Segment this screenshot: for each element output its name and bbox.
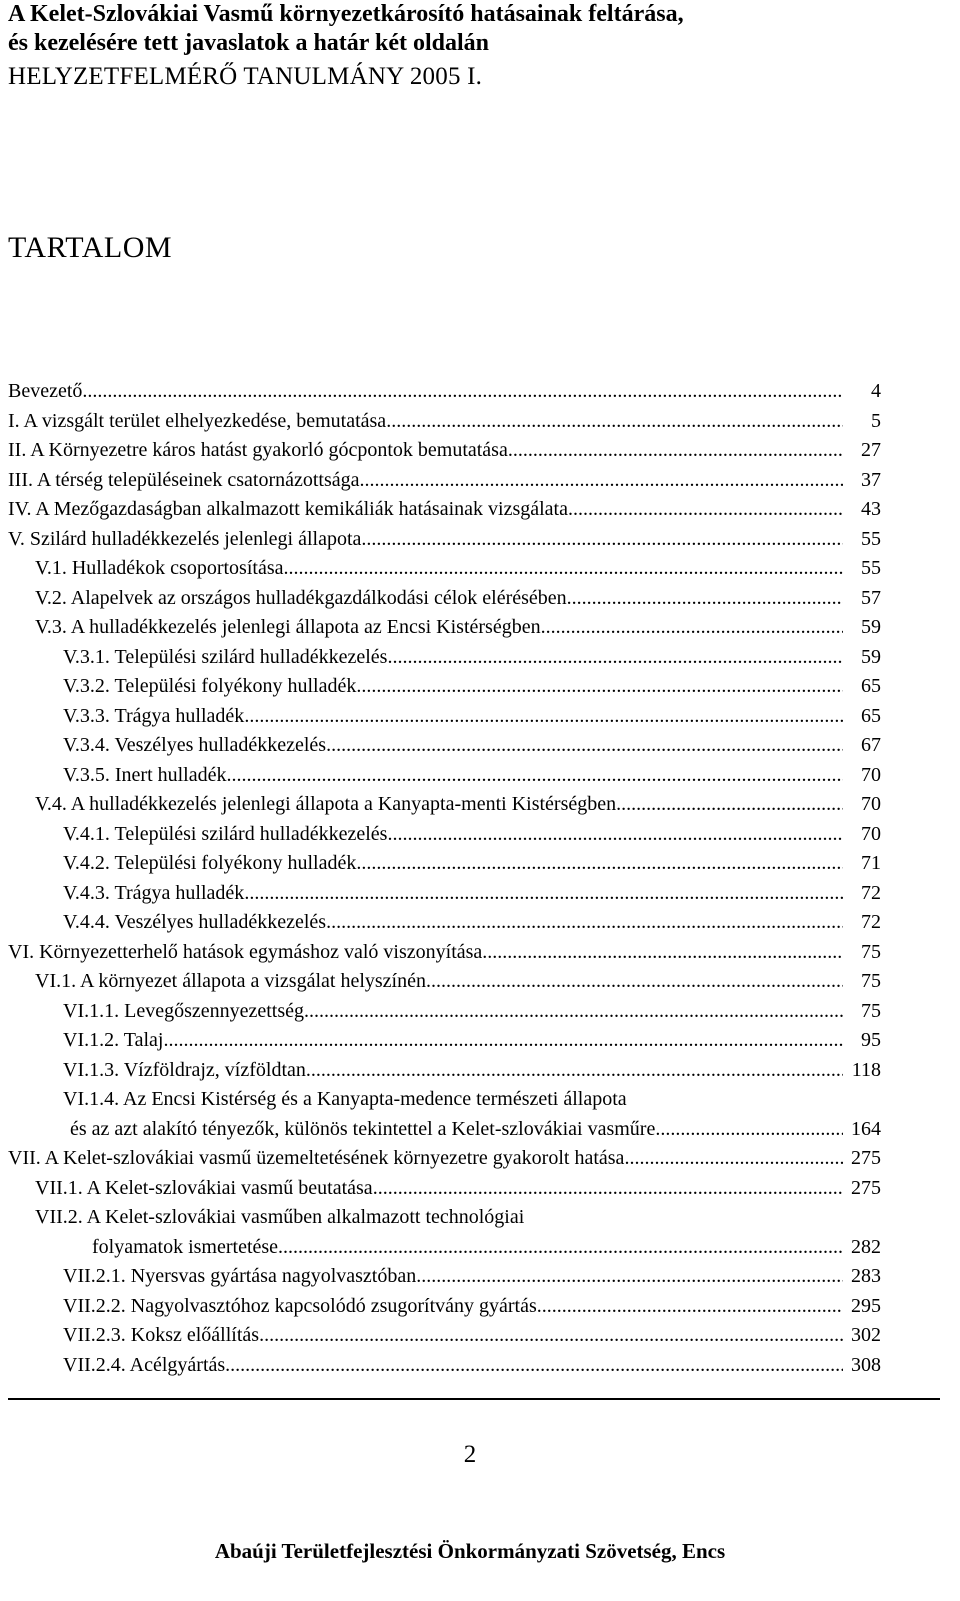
- toc-entry[interactable]: [8, 495, 881, 525]
- table-of-contents: [8, 377, 881, 1380]
- toc-entry[interactable]: [8, 643, 881, 673]
- toc-dot-leader: [387, 643, 843, 673]
- toc-dot-leader: [278, 1233, 843, 1263]
- toc-entry-page: 75: [861, 940, 881, 963]
- title-line-2: és kezelésére tett javaslatok a határ két oldalán: [8, 30, 490, 56]
- toc-dot-leader: [306, 1056, 843, 1086]
- toc-entry-page: 5: [871, 409, 881, 432]
- toc-dot-leader: [537, 1292, 843, 1322]
- document-subtitle: HELYZETFELMÉRŐ TANULMÁNY 2005 I.: [8, 63, 483, 90]
- toc-entry-label: VII.2.2. Nagyolvasztóhoz kapcsolódó zsugorítvány gyártás: [63, 1294, 537, 1317]
- toc-entry-page: 308: [851, 1353, 881, 1376]
- toc-entry[interactable]: [8, 908, 881, 938]
- toc-entry[interactable]: [8, 613, 881, 643]
- toc-entry[interactable]: [8, 1085, 881, 1115]
- toc-entry-page: 282: [851, 1235, 881, 1258]
- toc-entry-page: 75: [861, 999, 881, 1022]
- toc-entry-page: 4: [871, 380, 881, 402]
- toc-entry[interactable]: [8, 554, 881, 584]
- toc-entry-page: 164: [851, 1117, 881, 1140]
- toc-dot-leader: [416, 1262, 843, 1292]
- toc-entry[interactable]: [8, 466, 881, 496]
- toc-entry-page: 302: [851, 1324, 881, 1346]
- toc-dot-leader: [567, 584, 843, 614]
- toc-dot-leader: [426, 967, 843, 997]
- toc-entry[interactable]: [8, 525, 881, 555]
- toc-entry-page: 67: [861, 734, 881, 756]
- toc-entry-label: VII.1. A Kelet-szlovákiai vasmű beutatása: [35, 1176, 373, 1199]
- toc-entry-label: V.3.5. Inert hulladék: [63, 763, 227, 786]
- toc-entry-label: V.2. Alapelvek az országos hulladékgazdálkodási célok elérésében: [35, 586, 567, 609]
- toc-entry-label: VII.2. A Kelet-szlovákiai vasműben alkalmazott technológiai: [35, 1206, 525, 1228]
- toc-dot-leader: [304, 997, 843, 1027]
- toc-entry[interactable]: [8, 879, 881, 909]
- toc-dot-leader: [82, 377, 843, 407]
- toc-entry-label: VII.2.3. Koksz előállítás: [63, 1324, 260, 1346]
- toc-entry-label: V.4.3. Trágya hulladék: [63, 881, 245, 904]
- toc-dot-leader: [326, 731, 843, 761]
- toc-entry[interactable]: [8, 672, 881, 702]
- toc-dot-leader: [284, 554, 844, 584]
- toc-entry-label: I. A vizsgált terület elhelyezkedése, bemutatása: [8, 409, 387, 432]
- toc-entry-label: VI.1. A környezet állapota a vizsgálat helyszínén: [35, 970, 426, 992]
- toc-entry[interactable]: [8, 1174, 881, 1204]
- toc-entry-label: VII. A Kelet-szlovákiai vasmű üzemeltetésének környezetre gyakorolt hatása: [8, 1147, 625, 1169]
- toc-entry[interactable]: [8, 1351, 881, 1381]
- toc-entry-label: VI.1.1. Levegőszennyezettség: [63, 999, 305, 1022]
- toc-entry[interactable]: [8, 790, 881, 820]
- toc-entry-page: 37: [861, 468, 881, 491]
- toc-entry-label: V.4.2. Települési folyékony hulladék: [63, 852, 357, 874]
- toc-entry-page: 95: [861, 1029, 881, 1051]
- toc-entry-page: 57: [861, 586, 881, 609]
- toc-entry-page: 43: [861, 498, 881, 520]
- toc-entry-label: VII.2.4. Acélgyártás: [63, 1353, 226, 1376]
- toc-heading: TARTALOM: [8, 231, 173, 264]
- toc-entry-page: 275: [851, 1147, 881, 1169]
- toc-entry[interactable]: [8, 1115, 881, 1145]
- toc-entry-label: VI.1.4. Az Encsi Kistérség és a Kanyapta-medence természeti állapota: [63, 1088, 627, 1110]
- footer-organization: Abaúji Területfejlesztési Önkormányzati Szövetség, Encs: [214, 1539, 726, 1563]
- toc-dot-leader: [326, 908, 843, 938]
- toc-entry-label: V.3.1. Települési szilárd hulladékkezelés: [63, 645, 388, 668]
- toc-entry[interactable]: [8, 1144, 881, 1174]
- toc-dot-leader: [361, 525, 843, 555]
- toc-entry[interactable]: [8, 1321, 881, 1351]
- toc-entry-page: 55: [861, 527, 881, 550]
- toc-entry-page: 75: [861, 970, 881, 992]
- toc-dot-leader: [508, 436, 843, 466]
- toc-entry[interactable]: [8, 997, 881, 1027]
- toc-entry[interactable]: [8, 1056, 881, 1086]
- toc-entry-page: 295: [851, 1294, 881, 1317]
- toc-dot-leader: [259, 1321, 843, 1351]
- toc-dot-leader: [387, 820, 843, 850]
- toc-dot-leader: [225, 1351, 843, 1381]
- toc-entry-page: 275: [851, 1176, 881, 1199]
- toc-entry-label: II. A Környezetre káros hatást gyakorló gócpontok bemutatása: [8, 439, 508, 461]
- toc-entry[interactable]: [8, 436, 881, 466]
- toc-entry-page: 55: [861, 557, 881, 579]
- toc-entry[interactable]: [8, 1292, 881, 1322]
- toc-entry[interactable]: [8, 1203, 881, 1233]
- footer-divider: [8, 1398, 940, 1400]
- toc-entry-label: V.3.2. Települési folyékony hulladék: [63, 675, 357, 697]
- toc-entry-label: V.3. A hulladékkezelés jelenlegi állapota az Encsi Kistérségben: [35, 616, 541, 638]
- toc-entry[interactable]: [8, 407, 881, 437]
- toc-entry[interactable]: [8, 731, 881, 761]
- toc-dot-leader: [482, 938, 843, 968]
- toc-entry-label: IV. A Mezőgazdaságban alkalmazott kemikáliák hatásainak vizsgálata: [8, 498, 568, 520]
- toc-dot-leader: [244, 879, 843, 909]
- toc-entry-page: 71: [861, 852, 881, 874]
- toc-entry[interactable]: [8, 1233, 881, 1263]
- toc-entry-label: és az azt alakító tényezők, különös tekintettel a Kelet-szlovákiai vasműre: [70, 1117, 656, 1140]
- toc-entry-label: III. A térség településeinek csatornázottsága: [8, 468, 360, 491]
- toc-entry-page: 283: [851, 1265, 881, 1287]
- toc-entry-label: VI.1.3. Vízföldrajz, vízföldtan: [63, 1058, 306, 1081]
- toc-dot-leader: [616, 790, 843, 820]
- toc-entry-label: VII.2.1. Nyersvas gyártása nagyolvasztóban: [63, 1265, 417, 1287]
- toc-dot-leader: [244, 702, 843, 732]
- toc-entry[interactable]: [8, 761, 881, 791]
- toc-entry-page: 59: [861, 645, 881, 668]
- toc-entry[interactable]: [8, 1026, 881, 1056]
- toc-entry-page: 118: [851, 1058, 881, 1081]
- toc-dot-leader: [386, 407, 843, 437]
- toc-entry-page: 70: [861, 822, 881, 845]
- toc-entry-page: 70: [861, 793, 881, 815]
- toc-entry[interactable]: [8, 584, 881, 614]
- toc-entry[interactable]: [8, 820, 881, 850]
- toc-entry-label: V. Szilárd hulladékkezelés jelenlegi állapota: [8, 527, 362, 550]
- toc-dot-leader: [356, 849, 843, 879]
- toc-entry-label: V.1. Hulladékok csoportosítása: [35, 557, 284, 579]
- toc-dot-leader: [227, 761, 844, 791]
- toc-entry[interactable]: [8, 938, 881, 968]
- toc-dot-leader: [373, 1174, 843, 1204]
- toc-entry-page: 65: [861, 704, 881, 727]
- toc-dot-leader: [360, 466, 843, 496]
- toc-dot-leader: [541, 613, 843, 643]
- toc-entry-page: 65: [861, 675, 881, 697]
- toc-entry-label: V.3.3. Trágya hulladék: [63, 704, 245, 727]
- toc-dot-leader: [624, 1144, 843, 1174]
- toc-entry-page: 59: [861, 616, 881, 638]
- toc-dot-leader: [356, 672, 843, 702]
- toc-entry-label: V.4.4. Veszélyes hulladékkezelés: [63, 911, 327, 933]
- toc-entry-page: 27: [861, 439, 881, 461]
- toc-entry-page: 72: [861, 881, 881, 904]
- toc-entry-label: V.3.4. Veszélyes hulladékkezelés: [63, 734, 327, 756]
- toc-entry-label: V.4. A hulladékkezelés jelenlegi állapota a Kanyapta-menti Kistérségben: [35, 793, 617, 815]
- toc-entry[interactable]: [8, 377, 881, 407]
- toc-dot-leader: [655, 1115, 843, 1145]
- toc-entry-label: folyamatok ismertetése: [92, 1235, 279, 1258]
- toc-entry-page: 70: [861, 763, 881, 786]
- title-line-1: A Kelet-Szlovákiai Vasmű környezetkárosító hatásainak feltárása,: [8, 1, 684, 27]
- toc-entry-label: V.4.1. Települési szilárd hulladékkezelés: [63, 822, 388, 845]
- page-number: 2: [463, 1441, 477, 1468]
- toc-entry[interactable]: [8, 1262, 881, 1292]
- toc-entry-page: 72: [861, 911, 881, 933]
- toc-entry-label: VI.1.2. Talaj: [63, 1029, 164, 1051]
- toc-entry[interactable]: [8, 849, 881, 879]
- document-title: [8, 0, 684, 58]
- toc-dot-leader: [163, 1026, 843, 1056]
- toc-dot-leader: [568, 495, 843, 525]
- toc-entry-label: VI. Környezetterhelő hatások egymáshoz való viszonyítása: [8, 940, 483, 963]
- toc-entry[interactable]: [8, 967, 881, 997]
- toc-entry-label: Bevezető: [8, 380, 83, 402]
- toc-entry[interactable]: [8, 702, 881, 732]
